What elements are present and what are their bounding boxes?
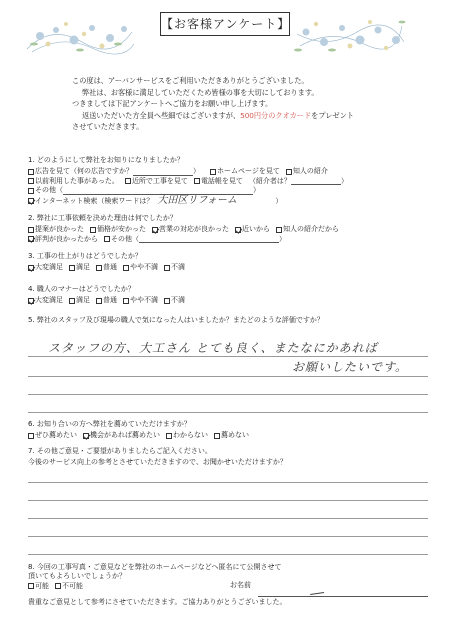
q6-option-yes [28,431,77,440]
q1-option-internet [28,197,153,206]
q1-phonebook-checkbox[interactable] [194,178,200,184]
question-4-options [28,296,428,306]
question-2-title: 2. 弊社に工事依頼を決めた理由は何でしたか？ [28,214,177,222]
q3-satisfied-checkbox[interactable] [69,265,75,271]
q4-very-satisfied-label: 大変満足 [35,296,63,305]
q4-very-satisfied-checkbox-checked[interactable] [28,298,34,304]
q2-price-checkbox[interactable] [90,227,96,233]
q1-other-label: その他（ [35,186,63,195]
name-label: お名前 [230,581,251,589]
q1-option-ad [28,167,133,176]
q1-nearby-label: 近所で工事を見て [131,176,188,185]
q5-line-2 [28,376,428,377]
q2-other-blank[interactable] [139,235,279,243]
survey-title: 【お客様アンケート】 [160,12,290,36]
q6-option-no [214,431,249,440]
q1-other-blank[interactable] [63,187,253,195]
question-1-title: 1. どのようにして弊社をお知りになりましたか？ [28,156,184,164]
q1-internet-label: インターネット検索（検索ワードは？ [35,196,154,205]
q1-referrer-label: （紹介者は？ [248,176,291,185]
question-8-title-line-2: 頂いてもよろしいでしょうか？ [28,571,126,580]
q4-satisfied-label: 満足 [76,296,90,305]
q1-other-close: ） [253,186,260,195]
q3-very-satisfied-label: 大変満足 [35,263,63,272]
question-7-subtitle: 今後のサービス向上の参考とさせていただきますので、お聞かせいただけますか？ [28,457,287,466]
q1-option-other [28,186,63,195]
q2-acquaintance-label: 知人の紹介だから [283,225,339,234]
q2-acquaintance-checkbox[interactable] [276,227,282,233]
name-field[interactable] [258,596,428,597]
footer-thanks: 貴重なご意見として参考にさせていただきます。ご協力ありがとうございました。 [28,598,287,606]
q3-dissatisfied-label: 不満 [171,263,185,272]
q7-line-2 [28,500,428,501]
question-2-row-1 [28,225,428,235]
intro-text [72,75,412,133]
question-2 [28,214,428,244]
q2-option-near [235,225,270,234]
ink-mark [310,590,324,595]
question-1-row-2 [28,176,428,186]
q8-no-label: 不可能 [62,581,83,590]
q7-line-3 [28,518,428,519]
q3-option-satisfied [69,263,90,272]
q5-handwritten-answer-line-2: お願いしたいです。 [292,360,409,374]
q3-normal-checkbox[interactable] [96,265,102,271]
q3-slightly-dissatisfied-label: やや不満 [130,263,158,272]
floral-decoration-left [22,14,137,56]
q1-internet-checkbox-checked[interactable] [28,198,34,204]
q7-line-5 [28,554,428,555]
q2-option-reputation [28,235,98,244]
q1-ad-close: ） [193,167,200,176]
question-1-row-4 [28,195,428,207]
quo-card-highlight: 500円分のクオカード [240,110,312,120]
q4-dissatisfied-checkbox[interactable] [164,298,170,304]
question-5-title: 5. 弊社のスタッフ及び現場の職人で気になった人はいましたか？またどのような評価ですか？ [28,316,324,324]
q2-other-label: その他（ [111,234,139,243]
q4-normal-label: 普通 [103,296,117,305]
q1-acquaintance-label: 知人の紹介 [292,167,328,176]
intro-line-4-pre: 返送いただいた方全員へ些細ではございますが、 [82,110,241,120]
q1-acquaintance-checkbox[interactable] [286,169,292,175]
intro-line-1: この度は、アーバンサービスをご利用いただきありがとうございました。 [72,76,309,85]
q1-option-phonebook [194,177,243,186]
question-6 [28,420,428,440]
q8-option-yes [28,582,49,591]
q6-chance-checkbox-checked[interactable] [83,433,89,439]
q1-nearby-checkbox[interactable] [125,178,131,184]
q8-yes-label: 可能 [35,581,49,590]
q1-ad-checkbox[interactable] [28,169,34,175]
question-7-title: 7. その他ご意見・ご要望がありましたらご記入ください。 [28,447,212,455]
q2-option-proposal [28,225,84,234]
q1-option-homepage [210,167,280,176]
q2-reputation-label: 評判が良かったから [35,234,98,243]
question-6-options [28,431,428,441]
q1-homepage-checkbox[interactable] [210,169,216,175]
q1-internet-close: ） [275,196,283,205]
q6-option-chance [83,431,160,440]
question-3 [28,252,428,272]
q1-referrer-blank[interactable] [291,177,341,185]
question-5 [28,316,428,327]
q4-option-slightly-dissatisfied [123,296,158,305]
q2-sales-checkbox-checked[interactable] [152,227,158,233]
q2-option-price [90,225,146,234]
question-4-title: 4. 職人のマナーはどうでしたか？ [28,285,135,293]
q3-dissatisfied-checkbox[interactable] [164,265,170,271]
q5-line-3 [28,394,428,395]
q6-unknown-checkbox[interactable] [166,433,172,439]
floral-decoration-right [292,14,407,56]
q1-option-nearby [125,177,188,186]
q3-normal-label: 普通 [103,263,117,272]
q1-previous-checkbox[interactable] [28,178,34,184]
q6-option-unknown [166,431,208,440]
q5-line-4 [28,412,428,413]
q2-other-checkbox[interactable] [104,236,110,242]
q2-option-acquaintance [276,225,339,234]
q2-sales-label: 営業の対応が良かった [159,225,229,234]
q2-price-label: 価格が安かった [97,225,146,234]
q4-option-normal [96,296,117,305]
q1-phonebook-label: 電話帳を見て [200,176,243,185]
intro-line-3: つきましては下記アンケートへご協力をお願い申し上げます。 [72,99,273,108]
question-8-options [28,582,428,592]
intro-line-4-post: をプレゼント [311,110,354,120]
question-3-options [28,263,428,273]
question-1-row-3 [28,186,428,196]
q2-reputation-checkbox-checked[interactable] [28,236,34,242]
q4-slightly-dissatisfied-label: やや不満 [130,296,158,305]
q1-ad-label: 広告を見て（何の広告ですか？ [35,167,133,176]
q1-referrer-close: ） [340,176,348,185]
q7-line-1 [28,482,428,483]
q4-satisfied-checkbox[interactable] [69,298,75,304]
q3-option-slightly-dissatisfied [123,263,158,272]
q3-option-very-satisfied [28,263,63,272]
q3-option-dissatisfied [164,263,185,272]
q2-near-label: 近いから [242,225,270,234]
q2-proposal-checkbox[interactable] [28,227,34,233]
question-8 [28,563,428,591]
question-6-title: 6. お知り合いの方へ弊社を薦めていただけますか？ [28,420,191,428]
q2-other-close: ） [279,234,286,243]
q3-satisfied-label: 満足 [76,263,90,272]
q1-homepage-label: ホームページを見て [217,167,280,176]
q6-unknown-label: わからない [173,431,208,440]
q2-option-sales [152,225,229,234]
q4-dissatisfied-label: 不満 [171,296,185,305]
q6-no-checkbox[interactable] [214,433,220,439]
q6-no-label: 薦めない [221,431,249,440]
question-2-row-2 [28,234,428,244]
question-1-row-1 [28,167,428,177]
intro-line-4 [72,110,412,122]
q1-previous-label: 以前利用した事があった。 [35,176,119,185]
question-3-title: 3. 工事の仕上がりはどうでしたか？ [28,252,142,260]
q1-other-checkbox[interactable] [28,188,34,194]
q5-handwritten-answer-line-1: スタッフの方、大工さん とても良く、またなにかあれば [48,341,378,355]
q4-option-dissatisfied [164,296,185,305]
q8-yes-checkbox[interactable] [28,583,34,589]
intro-line-2: 弊社は、お客様に満足していただくため皆様の事を大切にしております。 [82,87,319,97]
q2-proposal-label: 提案が良かった [35,225,84,234]
q1-search-word-handwritten: 大田区リフォーム [157,195,237,206]
q4-option-satisfied [69,296,90,305]
q1-option-acquaintance [286,167,328,176]
q6-chance-label: 機会があれば薦めたい [90,431,160,440]
q3-option-normal [96,263,117,272]
q7-line-4 [28,536,428,537]
q6-yes-checkbox[interactable] [28,433,34,439]
q1-ad-blank[interactable] [133,168,193,176]
q8-no-checkbox[interactable] [55,583,61,589]
question-4 [28,285,428,305]
q4-normal-checkbox[interactable] [96,298,102,304]
intro-line-5: させていただきます。 [72,122,144,131]
q3-slightly-dissatisfied-checkbox[interactable] [123,265,129,271]
q2-option-other [104,235,139,244]
q4-slightly-dissatisfied-checkbox[interactable] [123,298,129,304]
q8-option-no [55,582,83,591]
q4-option-very-satisfied [28,296,63,305]
q2-near-checkbox-checked[interactable] [235,227,241,233]
q6-yes-label: ぜひ薦めたい [35,431,77,440]
question-7 [28,447,428,467]
q3-very-satisfied-checkbox-checked[interactable] [28,265,34,271]
question-1 [28,156,428,207]
q1-option-previous [28,177,119,186]
question-8-title: 8. 今回の工事写真・ご意見などを弊社のホームページなどへ匿名にて公開させて [28,563,282,571]
q5-line-1 [28,356,428,357]
